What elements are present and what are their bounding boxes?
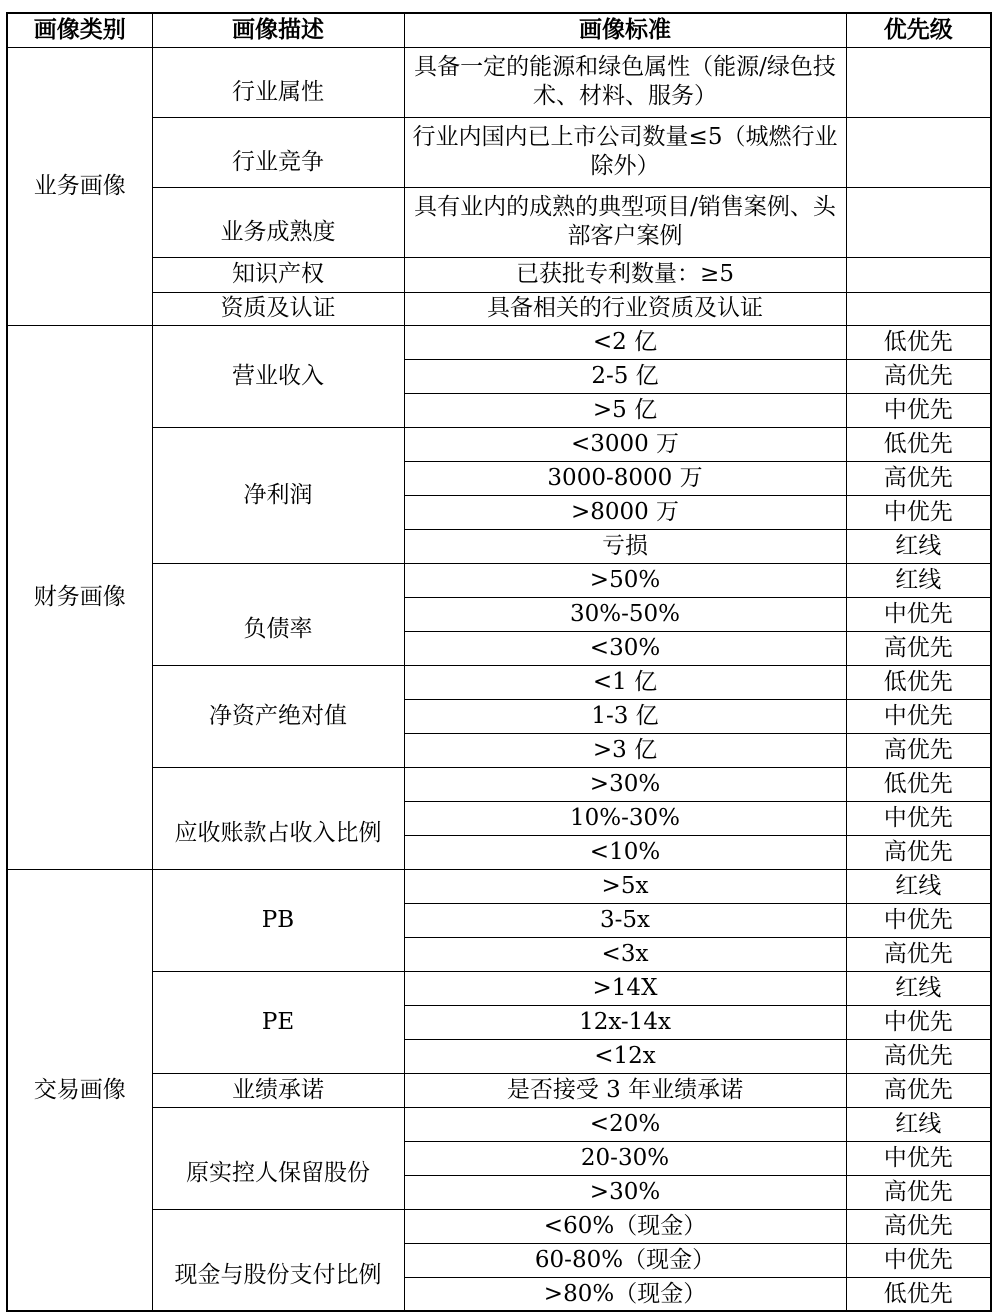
description-cell: 现金与股份支付比例 [152,1209,404,1311]
standard-cell: >8000 万 [404,495,846,529]
priority-cell: 低优先 [846,1277,991,1311]
standard-cell: 是否接受 3 年业绩承诺 [404,1073,846,1107]
description-cell: 资质及认证 [152,292,404,325]
priority-cell: 高优先 [846,359,991,393]
standard-cell: >30% [404,1175,846,1209]
priority-cell: 高优先 [846,1209,991,1243]
category-trade: 交易画像 [7,869,152,1311]
standard-cell: >3 亿 [404,733,846,767]
description-cell: 业绩承诺 [152,1073,404,1107]
standard-cell: <3000 万 [404,427,846,461]
priority-cell: 红线 [846,1107,991,1141]
priority-cell: 中优先 [846,495,991,529]
description-cell: 行业属性 [152,47,404,117]
standard-cell: <60%（现金） [404,1209,846,1243]
priority-cell: 红线 [846,971,991,1005]
priority-cell: 红线 [846,529,991,563]
priority-cell: 高优先 [846,835,991,869]
table-row [7,325,991,359]
table-row [7,427,991,461]
header-category: 画像类别 [7,13,152,47]
table-row [7,665,991,699]
standard-cell: >14X [404,971,846,1005]
standard-cell: <10% [404,835,846,869]
priority-cell [846,117,991,187]
table-row [7,971,991,1005]
description-cell: 净利润 [152,427,404,563]
table-row [7,869,991,903]
priority-cell [846,257,991,292]
table-row [7,1209,991,1243]
priority-cell [846,47,991,117]
header-priority: 优先级 [846,13,991,47]
priority-cell [846,292,991,325]
table-row [7,257,991,292]
priority-cell: 高优先 [846,631,991,665]
category-finance: 财务画像 [7,325,152,869]
priority-cell: 中优先 [846,597,991,631]
description-cell: PE [152,971,404,1073]
standard-cell: 10%-30% [404,801,846,835]
description-cell: 原实控人保留股份 [152,1107,404,1209]
standard-cell: >5 亿 [404,393,846,427]
standard-cell: 20-30% [404,1141,846,1175]
category-business: 业务画像 [7,47,152,325]
standard-cell: <30% [404,631,846,665]
priority-cell: 中优先 [846,1243,991,1277]
table-row [7,117,991,187]
standard-cell: 3000-8000 万 [404,461,846,495]
standard-cell: <2 亿 [404,325,846,359]
priority-cell: 中优先 [846,1141,991,1175]
description-cell: 净资产绝对值 [152,665,404,767]
description-cell: 营业收入 [152,325,404,427]
description-cell: 知识产权 [152,257,404,292]
standard-cell: 亏损 [404,529,846,563]
header-row [7,13,991,47]
priority-cell: 高优先 [846,937,991,971]
priority-cell: 低优先 [846,767,991,801]
standard-cell: >30% [404,767,846,801]
header-description: 画像描述 [152,13,404,47]
standard-cell: <20% [404,1107,846,1141]
priority-cell: 红线 [846,563,991,597]
standard-cell: <12x [404,1039,846,1073]
standard-cell: 具备相关的行业资质及认证 [404,292,846,325]
priority-cell: 中优先 [846,903,991,937]
standard-cell: 12x-14x [404,1005,846,1039]
description-cell: 行业竞争 [152,117,404,187]
table-row [7,1107,991,1141]
table-row [7,563,991,597]
priority-cell: 低优先 [846,665,991,699]
standard-cell: 具有业内的成熟的典型项目/销售案例、头部客户案例 [404,187,846,257]
priority-cell: 中优先 [846,699,991,733]
standard-cell: <3x [404,937,846,971]
standard-cell: 2-5 亿 [404,359,846,393]
table-row [7,767,991,801]
standard-cell: 30%-50% [404,597,846,631]
priority-cell: 中优先 [846,1005,991,1039]
priority-cell: 高优先 [846,1039,991,1073]
table-row [7,187,991,257]
priority-cell [846,187,991,257]
description-cell: 负债率 [152,563,404,665]
standard-cell: 已获批专利数量：≥5 [404,257,846,292]
profile-criteria-table [6,12,992,1312]
header-standard: 画像标准 [404,13,846,47]
priority-cell: 高优先 [846,1073,991,1107]
priority-cell: 高优先 [846,1175,991,1209]
priority-cell: 红线 [846,869,991,903]
priority-cell: 中优先 [846,393,991,427]
standard-cell: <1 亿 [404,665,846,699]
table-row [7,292,991,325]
priority-cell: 低优先 [846,427,991,461]
description-cell: 业务成熟度 [152,187,404,257]
standard-cell: 3-5x [404,903,846,937]
table-row [7,47,991,117]
priority-cell: 低优先 [846,325,991,359]
standard-cell: 60-80%（现金） [404,1243,846,1277]
standard-cell: 1-3 亿 [404,699,846,733]
standard-cell: >80%（现金） [404,1277,846,1311]
table-row [7,1073,991,1107]
priority-cell: 中优先 [846,801,991,835]
description-cell: 应收账款占收入比例 [152,767,404,869]
standard-cell: >50% [404,563,846,597]
description-cell: PB [152,869,404,971]
priority-cell: 高优先 [846,733,991,767]
standard-cell: 行业内国内已上市公司数量≤5（城燃行业除外） [404,117,846,187]
standard-cell: 具备一定的能源和绿色属性（能源/绿色技术、材料、服务） [404,47,846,117]
standard-cell: >5x [404,869,846,903]
priority-cell: 高优先 [846,461,991,495]
